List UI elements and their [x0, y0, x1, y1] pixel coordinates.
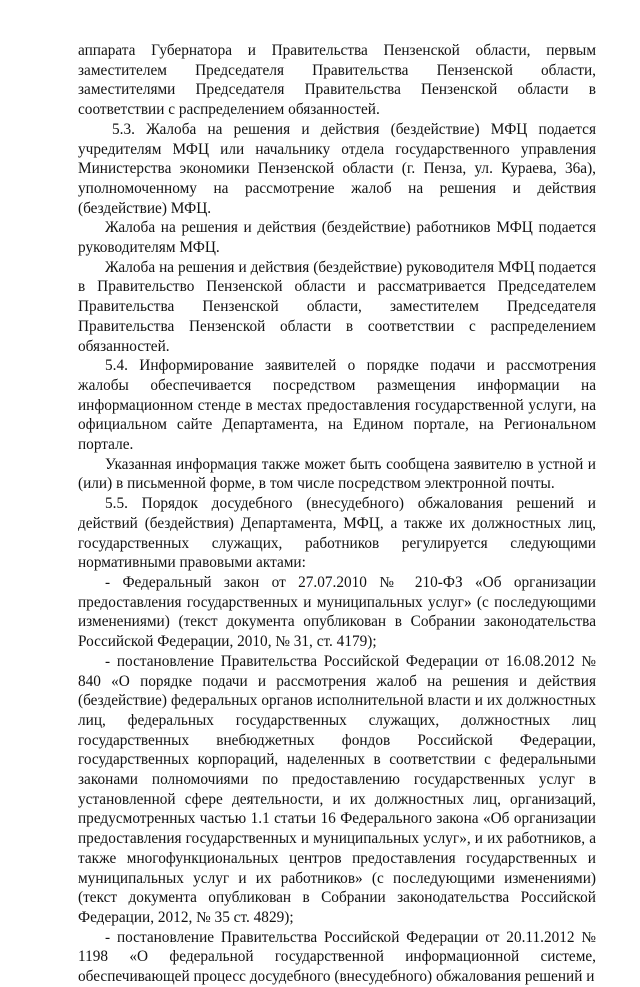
list-item-resolution-840: - постановление Правительства Российской Федерации от 16.08.2012 № 840 «О порядке подачи и рассмотрения жалоб на решения и действия (бездействие) федеральных органов исполнительной власти и их должностных лиц, федеральных государственных служащих, должностных лиц государственных внебюджетных фондов Российской Федерации, государственных корпораций, наделенных в соответствии с федеральными законами полномочиями по предоставлению государственных услуг в установленной сфере деятельности, и их должностных лиц, организаций, предусмотренных частью 1.1 статьи 16 Федерального закона «Об организации предоставления государственных и муниципальных услуг», и их работников, а также многофункциональных центров предоставления государственных и муниципальных услуг и их работников» (с последующими изменениями) (текст документа опубликован в Собрании законодательства Российской Федерации, 2012, № 35 ст. 4829); [78, 652, 596, 926]
paragraph-5-3: 5.3. Жалоба на решения и действия (бездействие) МФЦ подается учредителям МФЦ или начальнику отдела государственного управления Министерства экономики Пензенской области (г. Пенза, ул. Кураева, 36а), уполномоченному на рассмотрение жалоб на решения и действия (бездействие) МФЦ. [78, 120, 596, 217]
paragraph-5-4: 5.4. Информирование заявителей о порядке подачи и рассмотрения жалобы обеспечивается посредством размещения информации на информационном стенде в местах предоставления государственной услуги, на официальном сайте Департамента, на Едином портале, на Региональном портале. [78, 357, 596, 454]
document-page [78, 41, 596, 987]
paragraph-continuation: аппарата Губернатора и Правительства Пензенской области, первым заместителем Председателя Правительства Пензенской области, заместителями Председателя Правительства Пензенской области в соответствии с распределением обязанностей. [78, 42, 596, 119]
list-item-resolution-1198: - постановление Правительства Российской Федерации от 20.11.2012 № 1198 «О федеральной государственной информационной системе, обеспечивающей процесс досудебного (внесудебного) обжалования решений и [78, 928, 596, 986]
paragraph-5-5: 5.5. Порядок досудебного (внесудебного) обжалования решений и действий (бездействия) Департамента, МФЦ, а также их должностных лиц, государственных служащих, работников регулируется следующими нормативными правовыми актами: [78, 495, 596, 572]
paragraph-mfc-workers-complaint: Жалоба на решения и действия (бездействие) работников МФЦ подается руководителям МФЦ. [78, 219, 596, 257]
list-item-federal-law-210: - Федеральный закон от 27.07.2010 № 210-ФЗ «Об организации предоставления государственных и муниципальных услуг» (с последующими изменениями) (текст документа опубликован в Собрании законодательства Российской Федерации, 2010, № 31, ст. 4179); [78, 573, 596, 651]
paragraph-mfc-head-complaint: Жалоба на решения и действия (бездействие) руководителя МФЦ подается в Правительство Пензенской области и рассматривается Председателем Правительства Пензенской области, заместителем Председателя Правительства Пензенской области в соответствии с распределением обязанностей. [78, 258, 596, 355]
paragraph-info-delivery: Указанная информация также может быть сообщена заявителю в устной и (или) в письменной форме, в том числе посредством электронной почты. [78, 455, 596, 493]
